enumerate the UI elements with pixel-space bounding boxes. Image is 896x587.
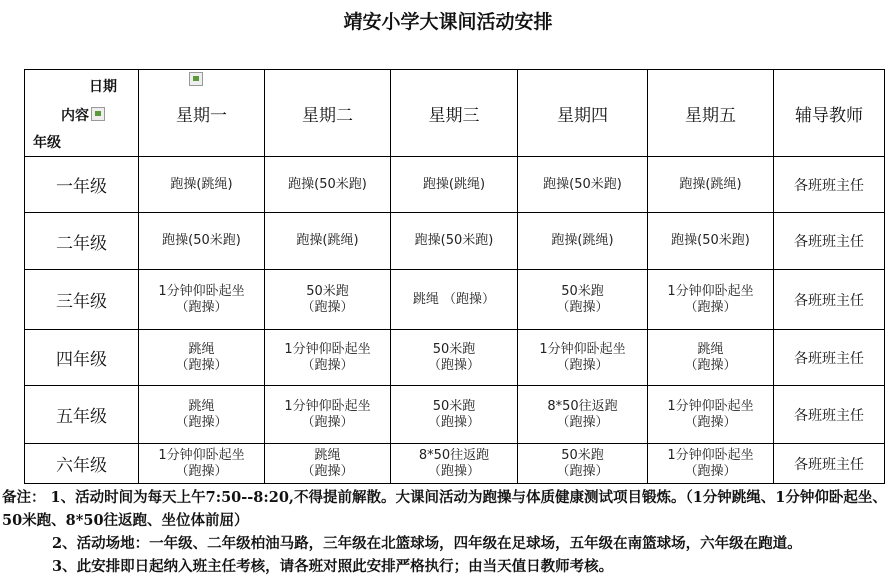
- note-3: 3、此安排即日起纳入班主任考核，请各班对照此安排严格执行；由当天值日教师考核。: [52, 558, 614, 575]
- grade-cell: 六年级: [25, 444, 139, 484]
- activity-line: 1分钟仰卧起坐: [667, 447, 754, 463]
- grade-cell: 三年级: [25, 270, 139, 330]
- activity-cell: [265, 330, 391, 386]
- activity-line: （跑操）: [427, 357, 480, 373]
- notes: [2, 486, 894, 578]
- corner-content-label: 内容: [61, 108, 89, 124]
- teacher-cell: 各班班主任: [774, 213, 885, 270]
- activity-line: （跑操）: [556, 463, 609, 479]
- activity-line: （跑操）: [684, 463, 737, 479]
- activity-cell: [391, 157, 518, 213]
- activity-line: 跑操(50米跑): [671, 233, 750, 248]
- activity-line: （跑操）: [684, 299, 737, 315]
- table-row: [25, 270, 885, 330]
- grade-cell: 四年级: [25, 330, 139, 386]
- day-header-tuesday: 星期二: [265, 70, 391, 157]
- corner-day-label: 日期: [89, 79, 117, 95]
- activity-line: （跑操）: [684, 414, 737, 430]
- activity-line: 跑操(50米跑): [288, 176, 367, 192]
- activity-line: 跑操(跳绳): [551, 233, 614, 248]
- teacher-header: 辅导教师: [774, 70, 885, 157]
- activity-line: 跑操(跳绳): [170, 176, 233, 192]
- activity-cell: [518, 270, 648, 330]
- activity-line: 50米跑: [432, 398, 476, 414]
- activity-line: 跑操(跳绳): [296, 233, 359, 248]
- activity-line: 跳绳 （跑操）: [412, 291, 496, 307]
- corner-header-cell: [25, 70, 139, 157]
- activity-line: 50米跑: [432, 341, 476, 357]
- teacher-cell: 各班班主任: [774, 330, 885, 386]
- teacher-cell: 各班班主任: [774, 386, 885, 444]
- header-row: [25, 70, 885, 157]
- activity-cell: [518, 444, 648, 484]
- schedule-table: [24, 69, 885, 484]
- corner-grade-label: 年级: [33, 135, 61, 151]
- activity-line: 跳绳: [188, 398, 215, 414]
- activity-line: （跑操）: [175, 463, 228, 479]
- activity-cell: [518, 157, 648, 213]
- table-row: [25, 213, 885, 270]
- activity-line: 1分钟仰卧起坐: [284, 398, 371, 414]
- grade-cell: 二年级: [25, 213, 139, 270]
- activity-line: 跑操(跳绳): [679, 176, 742, 192]
- activity-cell: [139, 444, 265, 484]
- activity-line: （跑操）: [556, 414, 609, 430]
- activity-line: 1分钟仰卧起坐: [158, 447, 245, 463]
- activity-line: （跑操）: [301, 357, 354, 373]
- activity-line: 50米跑: [561, 447, 604, 463]
- activity-line: 1分钟仰卧起坐: [539, 341, 626, 357]
- broken-image-icon: [91, 107, 105, 121]
- grade-cell: 一年级: [25, 157, 139, 213]
- activity-line: （跑操）: [301, 414, 354, 430]
- activity-line: 1分钟仰卧起坐: [667, 283, 754, 299]
- activity-line: （跑操）: [175, 299, 228, 315]
- activity-cell: [391, 386, 518, 444]
- day-header-thursday: 星期四: [518, 70, 648, 157]
- activity-line: 50米跑: [561, 283, 604, 299]
- activity-line: （跑操）: [175, 357, 228, 373]
- day-header-friday: 星期五: [648, 70, 774, 157]
- activity-cell: [139, 386, 265, 444]
- activity-line: 1分钟仰卧起坐: [667, 398, 754, 414]
- table-row: [25, 444, 885, 484]
- activity-line: 跑操(跳绳): [422, 176, 486, 192]
- activity-cell: [648, 386, 774, 444]
- table-row: [25, 386, 885, 444]
- activity-line: 跑操(50米跑): [162, 233, 241, 248]
- activity-line: （跑操）: [301, 463, 354, 479]
- activity-line: （跑操）: [556, 357, 609, 373]
- activity-cell: [518, 330, 648, 386]
- day-header-wednesday: 星期三: [391, 70, 518, 157]
- activity-line: 1分钟仰卧起坐: [158, 283, 245, 299]
- activity-cell: [391, 330, 518, 386]
- activity-cell: [648, 270, 774, 330]
- activity-line: （跑操）: [301, 299, 354, 315]
- activity-cell: [265, 157, 391, 213]
- table-row: [25, 157, 885, 213]
- activity-line: （跑操）: [427, 463, 480, 479]
- teacher-cell: 各班班主任: [774, 270, 885, 330]
- activity-line: 跳绳: [697, 341, 724, 357]
- activity-cell: [265, 386, 391, 444]
- activity-cell: [648, 213, 774, 270]
- activity-line: （跑操）: [556, 299, 609, 315]
- activity-line: （跑操）: [175, 414, 228, 430]
- table-row: [25, 330, 885, 386]
- activity-cell: [518, 386, 648, 444]
- activity-line: 8*50往返跑: [418, 447, 490, 463]
- activity-cell: [648, 157, 774, 213]
- activity-cell: [265, 213, 391, 270]
- activity-cell: [139, 213, 265, 270]
- activity-line: 8*50往返跑: [547, 398, 618, 414]
- activity-line: （跑操）: [427, 414, 480, 430]
- activity-cell: [648, 444, 774, 484]
- grade-cell: 五年级: [25, 386, 139, 444]
- activity-cell: [518, 213, 648, 270]
- broken-image-icon: [189, 72, 203, 86]
- activity-line: 跑操(50米跑): [543, 176, 622, 192]
- activity-cell: [139, 330, 265, 386]
- activity-line: 跑操(50米跑): [414, 233, 494, 248]
- activity-cell: [391, 444, 518, 484]
- teacher-cell: 各班班主任: [774, 157, 885, 213]
- note-1: 备注： 1、活动时间为每天上午7:50--8:20,不得提前解散。大课间活动为跑操与体质健康测试项目锻炼。（1分钟跳绳、1分钟仰卧起坐、50米跑、8*50往返跑、坐位体前屈）: [2, 489, 887, 529]
- activity-line: （跑操）: [684, 357, 737, 373]
- activity-cell: [648, 330, 774, 386]
- teacher-cell: 各班班主任: [774, 444, 885, 484]
- activity-cell: [139, 270, 265, 330]
- activity-line: 1分钟仰卧起坐: [284, 341, 371, 357]
- activity-cell: [391, 270, 518, 330]
- activity-line: 50米跑: [306, 283, 349, 299]
- day-header-monday: 星期一: [139, 70, 265, 157]
- activity-line: 跳绳: [314, 447, 341, 463]
- activity-line: 跳绳: [188, 341, 215, 357]
- activity-cell: [139, 157, 265, 213]
- activity-cell: [391, 213, 518, 270]
- activity-cell: [265, 270, 391, 330]
- note-2: 2、活动场地：一年级、二年级柏油马路，三年级在北篮球场，四年级在足球场，五年级在南篮球场，六年级在跑道。: [52, 535, 802, 552]
- activity-cell: [265, 444, 391, 484]
- page-title: 靖安小学大课间活动安排: [343, 11, 553, 33]
